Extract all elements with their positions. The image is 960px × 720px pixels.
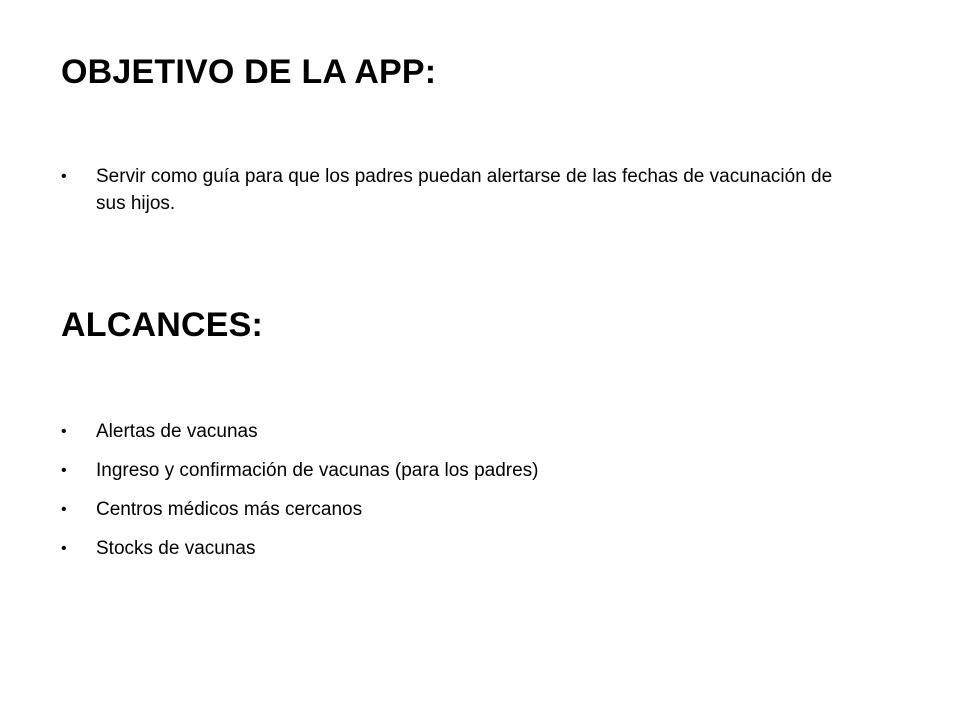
bullet-text: Servir como guía para que los padres puedan alertarse de las fechas de vacunación de sus hijos.: [96, 166, 833, 214]
bullet-item-alerts: [61, 418, 861, 445]
bullet-item-medical-centers: [61, 496, 861, 523]
bullet-item-entry-confirmation: [61, 457, 861, 484]
objective-heading: OBJETIVO DE LA APP:: [61, 53, 437, 91]
bullet-icon: •: [61, 168, 67, 185]
bullet-icon: •: [61, 462, 67, 479]
objective-bullet-list: [61, 163, 861, 217]
scope-bullet-list: [61, 418, 861, 574]
bullet-icon: •: [61, 501, 67, 518]
bullet-text: Alertas de vacunas: [96, 421, 258, 442]
bullet-text: Centros médicos más cercanos: [96, 499, 363, 520]
bullet-item-objective: [61, 163, 861, 217]
bullet-icon: •: [61, 540, 67, 557]
bullet-text: Stocks de vacunas: [96, 538, 256, 559]
bullet-text: Ingreso y confirmación de vacunas (para los padres): [96, 460, 539, 481]
bullet-icon: •: [61, 423, 67, 440]
scope-heading: ALCANCES:: [61, 306, 264, 344]
bullet-item-stocks: [61, 535, 861, 562]
